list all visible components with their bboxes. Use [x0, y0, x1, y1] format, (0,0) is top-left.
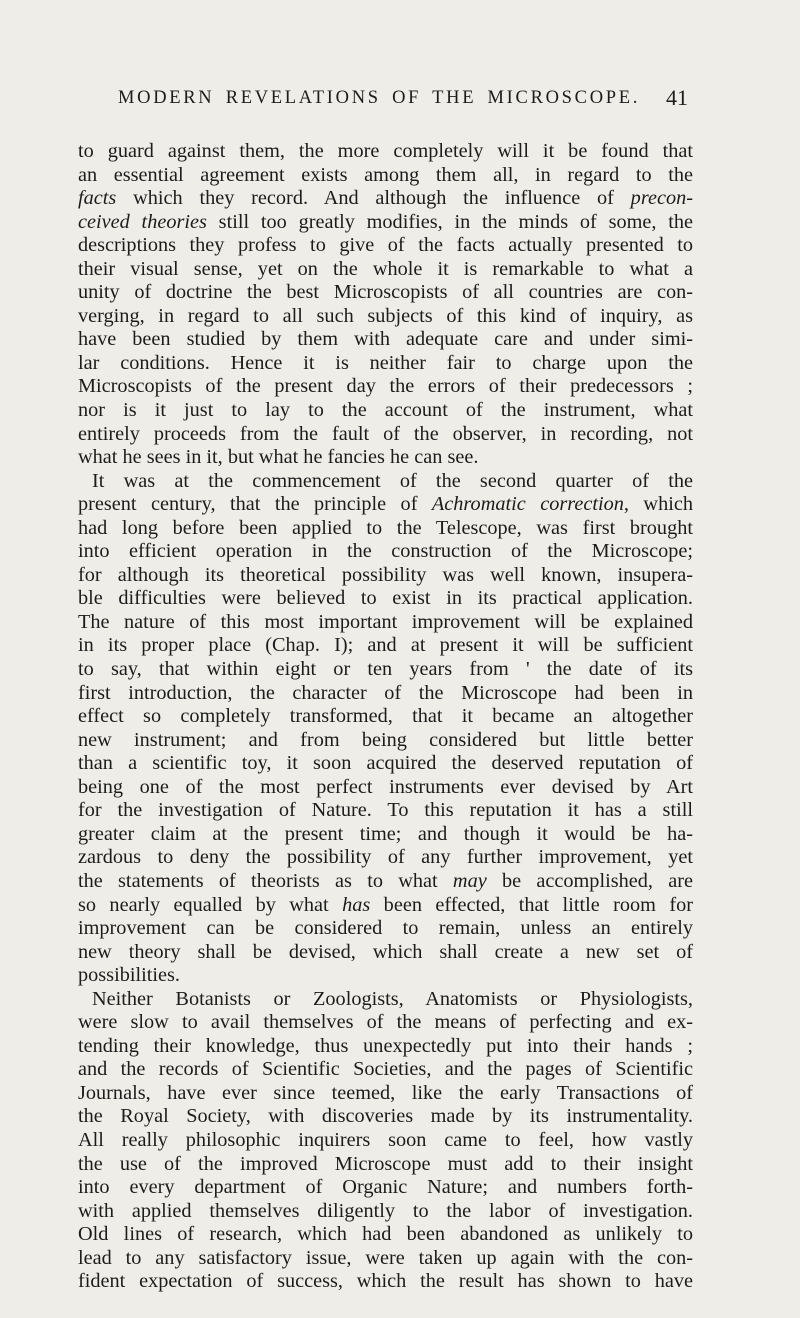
text-line: their visual sense, yet on the whole it is remarkable to what a — [78, 257, 693, 280]
italic-phrase: Achromatic correction — [431, 493, 624, 516]
paragraph-start: Neither Botanists or Zoologists, Anatomists or Physiologists, — [92, 987, 693, 1010]
text-line: tending their knowledge, thus unexpectedly put into their hands ; — [78, 1034, 693, 1057]
page-number: 41 — [666, 85, 688, 110]
italic-word: precon- — [630, 187, 693, 210]
text-line: improvement can be considered to remain, unless an entirely — [78, 917, 693, 940]
text-line: and the records of Scientific Societies, and the pages of Scientific — [78, 1058, 693, 1081]
text-line: for the investigation of Nature. To this reputation it has a still — [78, 799, 693, 822]
text-line: entirely proceeds from the fault of the observer, in recording, not — [78, 422, 693, 445]
italic-word: facts — [78, 187, 117, 210]
text-line: with applied themselves diligently to the labor of investigation. — [78, 1199, 693, 1222]
text-line: lar conditions. Hence it is neither fair to charge upon the — [78, 351, 693, 374]
text-line: ceived theories still too greatly modifies, in the minds of some, the — [78, 210, 694, 233]
text-line: to guard against them, the more completely will it be found that — [78, 140, 693, 162]
text-line: fident expectation of success, which the result has shown to have — [78, 1270, 693, 1293]
text-line: Journals, have ever since teemed, like the early Transactions of — [78, 1081, 693, 1104]
text-line: verging, in regard to all such subjects of this kind of inquiry, as — [78, 304, 693, 327]
text-line: Old lines of research, which had been abandoned as unlikely to — [78, 1223, 693, 1246]
italic-word: ceived theories — [78, 210, 207, 233]
text-line: lead to any satisfactory issue, were taken up again with the con- — [78, 1246, 693, 1269]
text-line: new instrument; and from being considered but little better — [78, 728, 693, 751]
text-line: an essential agreement exists among them all, in regard to the — [78, 163, 693, 186]
running-head — [118, 85, 688, 118]
text-line: The nature of this most important improvement will be explained — [78, 610, 693, 633]
text-line: so nearly equalled by what has been effected, that little room for — [78, 893, 693, 916]
running-title: MODERN REVELATIONS OF THE MICROSCOPE. — [118, 88, 641, 108]
text-line: All really philosophic inquirers soon came to feel, how vastly — [78, 1128, 693, 1151]
text-line: nor is it just to lay to the account of the instrument, what — [78, 399, 693, 422]
text-line: the statements of theorists as to what may be accomplished, are — [78, 869, 693, 892]
text-line: the use of the improved Microscope must add to their insight — [78, 1152, 693, 1175]
text-line: Microscopists of the present day the errors of their predecessors ; — [78, 375, 693, 398]
text-line: into efficient operation in the construction of the Microscope; — [78, 540, 693, 563]
text-line: greater claim at the present time; and though it would be ha- — [78, 822, 693, 845]
text-line: ble difficulties were believed to exist in its practical application. — [78, 587, 693, 610]
text-line: new theory shall be devised, which shall create a new set of — [78, 940, 693, 963]
text-line: had long before been applied to the Telescope, was first brought — [78, 516, 693, 539]
text-line: in its proper place (Chap. I); and at present it will be sufficient — [78, 634, 693, 657]
text-line: present century, that the principle of Achromatic correction, which — [78, 493, 693, 516]
text-line: being one of the most perfect instruments ever devised by Art — [78, 775, 693, 798]
text-line: were slow to avail themselves of the means of perfecting and ex- — [78, 1011, 693, 1034]
text-line: possibilities. — [78, 964, 180, 987]
body-text — [78, 140, 693, 1294]
text-line: descriptions they profess to give of the facts actually presented to — [78, 234, 693, 257]
text-line: unity of doctrine the best Microscopists of all countries are con- — [78, 281, 693, 304]
text-line: first introduction, the character of the Microscope had been in — [78, 681, 693, 704]
text-line: the Royal Society, with discoveries made by its instrumentality. — [78, 1105, 693, 1128]
text-line: to say, that within eight or ten years from ' the date of its — [78, 658, 693, 681]
text-line: have been studied by them with adequate care and under simi- — [78, 328, 693, 351]
text-line: for although its theoretical possibility was well known, insupera- — [78, 563, 693, 586]
text-line: zardous to deny the possibility of any further improvement, yet — [78, 846, 693, 869]
paragraph-start: It was at the commencement of the second quarter of the — [92, 469, 693, 492]
italic-word: has — [342, 893, 371, 916]
text-line: than a scientific toy, it soon acquired the deserved reputation of — [78, 752, 693, 775]
text-line: effect so completely transformed, that it became an altogether — [78, 705, 693, 728]
text-line: facts which they record. And although the influence of precon- — [78, 187, 693, 210]
italic-word: may — [452, 869, 487, 892]
text-line: what he sees in it, but what he fancies he can see. — [78, 446, 479, 469]
text-line: into every department of Organic Nature; and numbers forth- — [78, 1176, 693, 1199]
